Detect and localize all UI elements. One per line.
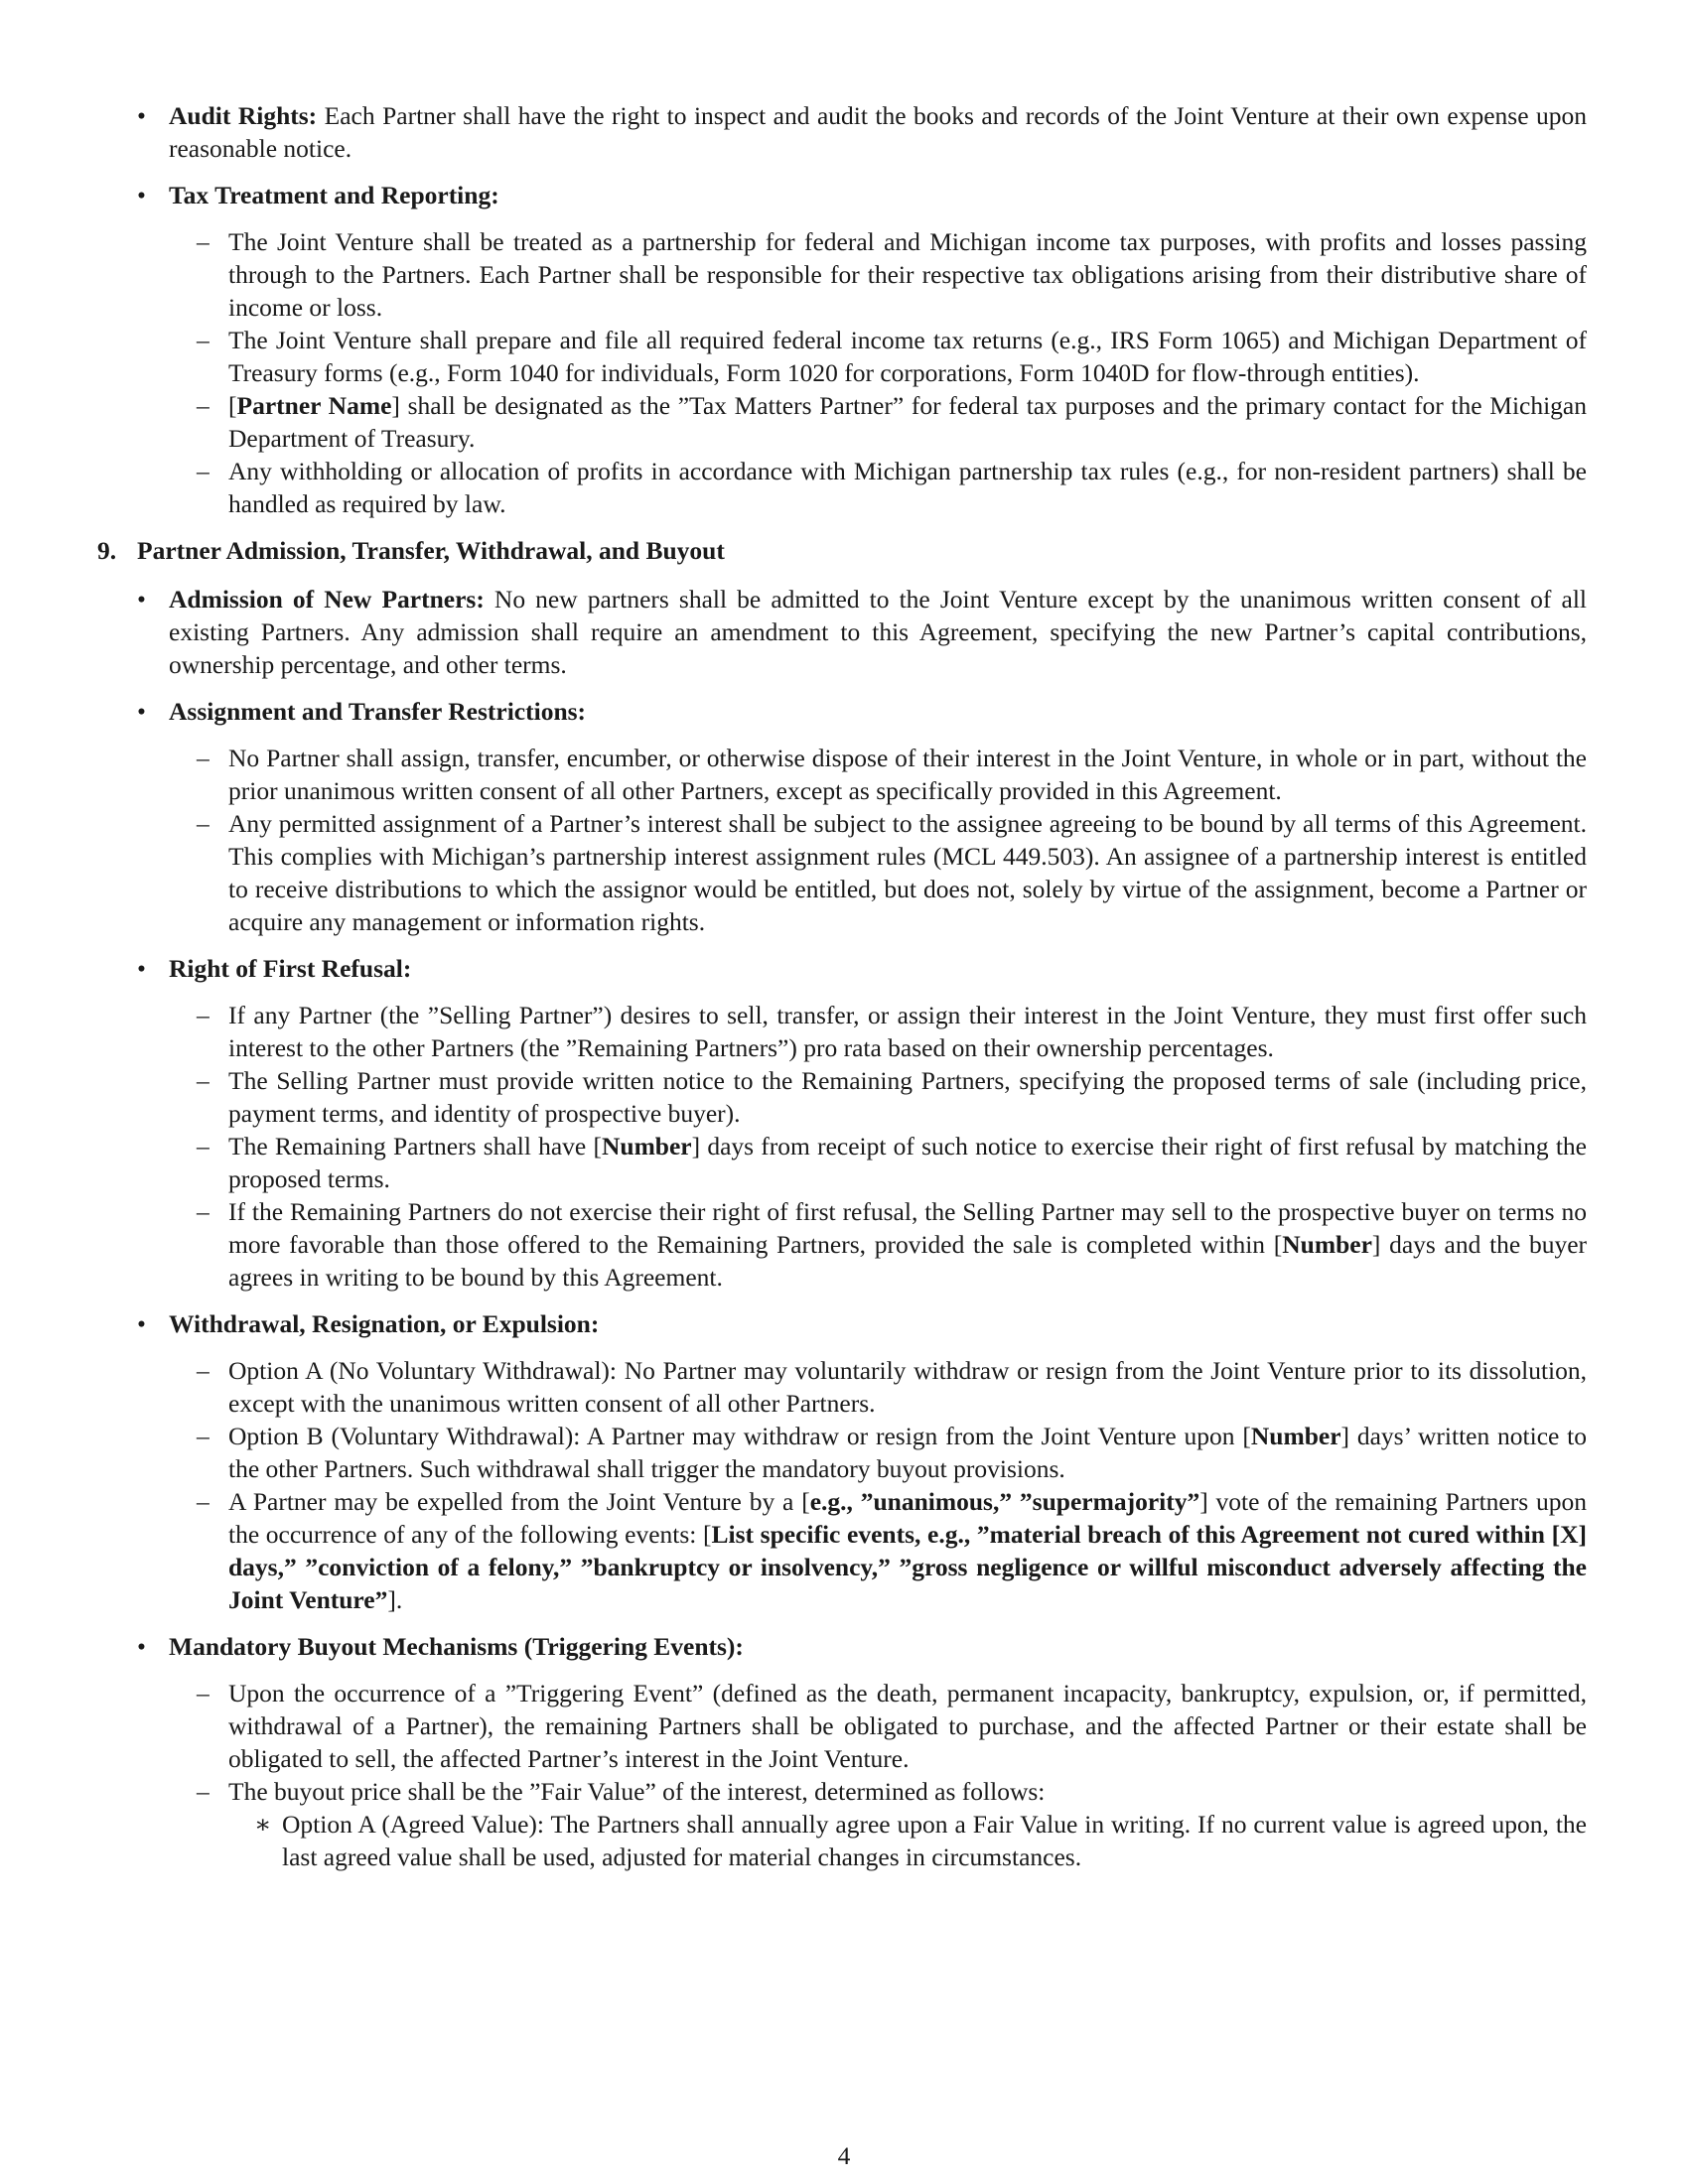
withdrawal-item-3-placeholder-1: e.g., ”unanimous,” ”supermajority” [809, 1487, 1200, 1516]
tax-item-1 [97, 225, 1587, 324]
bullet-mark: • [137, 101, 146, 130]
buyout-subitem-1 [97, 1808, 1587, 1873]
rofr-item-3-placeholder: Number [601, 1132, 692, 1160]
dash-mark: – [197, 1066, 210, 1095]
dash-mark: – [197, 1679, 210, 1707]
dash-mark: – [197, 1422, 210, 1450]
withdrawal-item-2-text-b: ] days’ written notice to the other Partners. Such withdrawal shall trigger the mandatory buyout provisions. [228, 1422, 1588, 1483]
tax-item-4 [97, 455, 1587, 520]
tax-treatment-label: Tax Treatment and Reporting: [169, 181, 499, 209]
audit-rights-text: Each Partner shall have the right to inspect and audit the books and records of the Joint Venture at their own expense upon reasonable notice. [169, 101, 1587, 163]
bullet-mark: • [137, 1632, 146, 1661]
dash-mark: – [197, 1132, 210, 1160]
dash-mark: – [197, 326, 210, 354]
dash-mark: – [197, 457, 210, 485]
rofr-item-4 [97, 1195, 1587, 1294]
dash-mark: – [197, 1487, 210, 1516]
rofr-item-4-text-a: If the Remaining Partners do not exercise their right of first refusal, the Selling Partner may sell to the prospective buyer on terms no more favorable than those offered to the Remaining Partners, provided the sale is completed within [ [228, 1197, 1587, 1259]
bullet-mandatory-buyout [97, 1630, 1587, 1663]
withdrawal-item-3 [97, 1485, 1587, 1616]
tax-item-3 [97, 389, 1587, 455]
bullet-mark: • [137, 585, 146, 614]
buyout-item-1 [97, 1677, 1587, 1775]
bullet-mark: • [137, 697, 146, 726]
rofr-item-3-text-a: The Remaining Partners shall have [ [228, 1132, 602, 1160]
tax-item-1-text: The Joint Venture shall be treated as a partnership for federal and Michigan income tax purposes, with profits and losses passing through to the Partners. Each Partner shall be responsible for their respective tax obligations arising from their distributive share of income or loss. [228, 227, 1587, 322]
assignment-item-2-text: Any permitted assignment of a Partner’s interest shall be subject to the assignee agreeing to be bound by all terms of this Agreement. This complies with Michigan’s partnership interest assignment rules (MCL 449.503). An assignee of a partnership interest is entitled to receive distributions to which the assignor would be entitled, but does not, solely by virtue of the assignment, become a Partner or acquire any management or information rights. [228, 809, 1587, 936]
rofr-item-4-placeholder: Number [1282, 1230, 1372, 1259]
bullet-tax-treatment [97, 179, 1587, 211]
bullet-right-of-first-refusal [97, 952, 1587, 985]
dash-mark: – [197, 1001, 210, 1029]
withdrawal-label: Withdrawal, Resignation, or Expulsion: [169, 1309, 600, 1338]
buyout-list [97, 1677, 1587, 1873]
withdrawal-item-3-text-c: ]. [387, 1585, 403, 1614]
tax-item-3-text: ] shall be designated as the ”Tax Matters Partner” for federal tax purposes and the primary contact for the Michigan Department of Treasury. [228, 391, 1587, 453]
tax-item-2-text: The Joint Venture shall prepare and file all required federal income tax returns (e.g., IRS Form 1065) and Michigan Department of Treasury forms (e.g., Form 1040 for individuals, Form 1020 for corporations, Form 1040D for flow-through entities). [228, 326, 1587, 387]
dash-mark: – [197, 809, 210, 838]
admission-label: Admission of New Partners: [169, 585, 485, 614]
withdrawal-list [97, 1354, 1587, 1616]
dash-mark: – [197, 227, 210, 256]
buyout-item-2-text: The buyout price shall be the ”Fair Value” of the interest, determined as follows: [228, 1777, 1046, 1806]
assignment-label: Assignment and Transfer Restrictions: [169, 697, 587, 726]
rofr-label: Right of First Refusal: [169, 954, 412, 983]
withdrawal-item-1 [97, 1354, 1587, 1420]
rofr-list [97, 999, 1587, 1294]
buyout-item-1-text: Upon the occurrence of a ”Triggering Event” (defined as the death, permanent incapacity, bankruptcy, expulsion, or, if permitted, withdrawal of a Partner), the remaining Partners shall be obligated to purchase, and the affected Partner or their estate shall be obligated to sell, the affected Partner’s interest in the Joint Venture. [228, 1679, 1587, 1773]
dash-mark: – [197, 391, 210, 420]
section-9-heading [97, 534, 1587, 567]
section-title: Partner Admission, Transfer, Withdrawal, and Buyout [137, 536, 725, 565]
bullet-admission [97, 583, 1587, 681]
withdrawal-item-3-text-b: ] vote of the remaining Partners upon the occurrence of any of the following events: [ [228, 1487, 1587, 1549]
rofr-item-2-text: The Selling Partner must provide written notice to the Remaining Partners, specifying the proposed terms of sale (including price, payment terms, and identity of prospective buyer). [228, 1066, 1587, 1128]
bullet-assignment [97, 695, 1587, 728]
buyout-subitem-1-text: Option A (Agreed Value): The Partners shall annually agree upon a Fair Value in writing. If no current value is agreed upon, the last agreed value shall be used, adjusted for material changes in circumstances. [282, 1810, 1587, 1871]
bullet-withdrawal [97, 1307, 1587, 1340]
tax-treatment-list [97, 225, 1587, 520]
bullet-mark: • [137, 954, 146, 983]
dash-mark: – [197, 1777, 210, 1806]
withdrawal-item-3-placeholder-2: List specific events, e.g., ”material breach of this Agreement not cured within [X] days,” ”conviction of a felony,” ”bankruptcy or insolvency,” ”gross negligence or willful misconduct adversely affecting the Joint Venture” [228, 1520, 1587, 1614]
bullet-audit-rights [97, 99, 1587, 165]
assignment-item-1-text: No Partner shall assign, transfer, encumber, or otherwise dispose of their interest in the Joint Venture, in whole or in part, without the prior unanimous written consent of all other Partners, except as specifically provided in this Agreement. [228, 744, 1587, 805]
dash-mark: – [197, 1197, 210, 1226]
rofr-item-4-text-b: ] days and the buyer agrees in writing to be bound by this Agreement. [228, 1230, 1587, 1292]
bullet-mark: • [137, 1309, 146, 1338]
admission-text: No new partners shall be admitted to the Joint Venture except by the unanimous written consent of all existing Partners. Any admission shall require an amendment to this Agreement, specifying the new Partner’s capital contributions, ownership percentage, and other terms. [169, 585, 1587, 679]
buyout-label: Mandatory Buyout Mechanisms (Triggering Events): [169, 1632, 744, 1661]
tax-item-3-open: [ [228, 391, 237, 420]
withdrawal-item-1-text: Option A (No Voluntary Withdrawal): No Partner may voluntarily withdraw or resign from the Joint Venture prior to its dissolution, except with the unanimous written consent of all other Partners. [228, 1356, 1587, 1418]
withdrawal-item-2-text-a: Option B (Voluntary Withdrawal): A Partner may withdraw or resign from the Joint Venture upon [ [228, 1422, 1251, 1450]
withdrawal-item-2-placeholder: Number [1250, 1422, 1341, 1450]
bullet-mark: • [137, 181, 146, 209]
rofr-item-1 [97, 999, 1587, 1064]
tax-item-2 [97, 324, 1587, 389]
buyout-item-2 [97, 1775, 1587, 1808]
dash-mark: – [197, 744, 210, 772]
rofr-item-3-text-b: ] days from receipt of such notice to exercise their right of first refusal by matching the proposed terms. [228, 1132, 1587, 1193]
tax-item-3-placeholder: Partner Name [236, 391, 392, 420]
dash-mark: – [197, 1356, 210, 1385]
star-mark: ∗ [254, 1810, 272, 1839]
rofr-item-3 [97, 1130, 1587, 1195]
rofr-item-2 [97, 1064, 1587, 1130]
assignment-list [97, 742, 1587, 938]
section-number: 9. [97, 536, 117, 565]
page-number: 4 [837, 2141, 851, 2170]
document-body [97, 99, 1587, 1873]
audit-rights-label: Audit Rights: [169, 101, 318, 130]
assignment-item-2 [97, 807, 1587, 938]
withdrawal-item-2 [97, 1420, 1587, 1485]
assignment-item-1 [97, 742, 1587, 807]
tax-item-4-text: Any withholding or allocation of profits in accordance with Michigan partnership tax rules (e.g., for non-resident partners) shall be handled as required by law. [228, 457, 1587, 518]
rofr-item-1-text: If any Partner (the ”Selling Partner”) desires to sell, transfer, or assign their interest in the Joint Venture, they must first offer such interest to the other Partners (the ”Remaining Partners”) pro rata based on their ownership percentages. [228, 1001, 1587, 1062]
withdrawal-item-3-text-a: A Partner may be expelled from the Joint Venture by a [ [228, 1487, 810, 1516]
